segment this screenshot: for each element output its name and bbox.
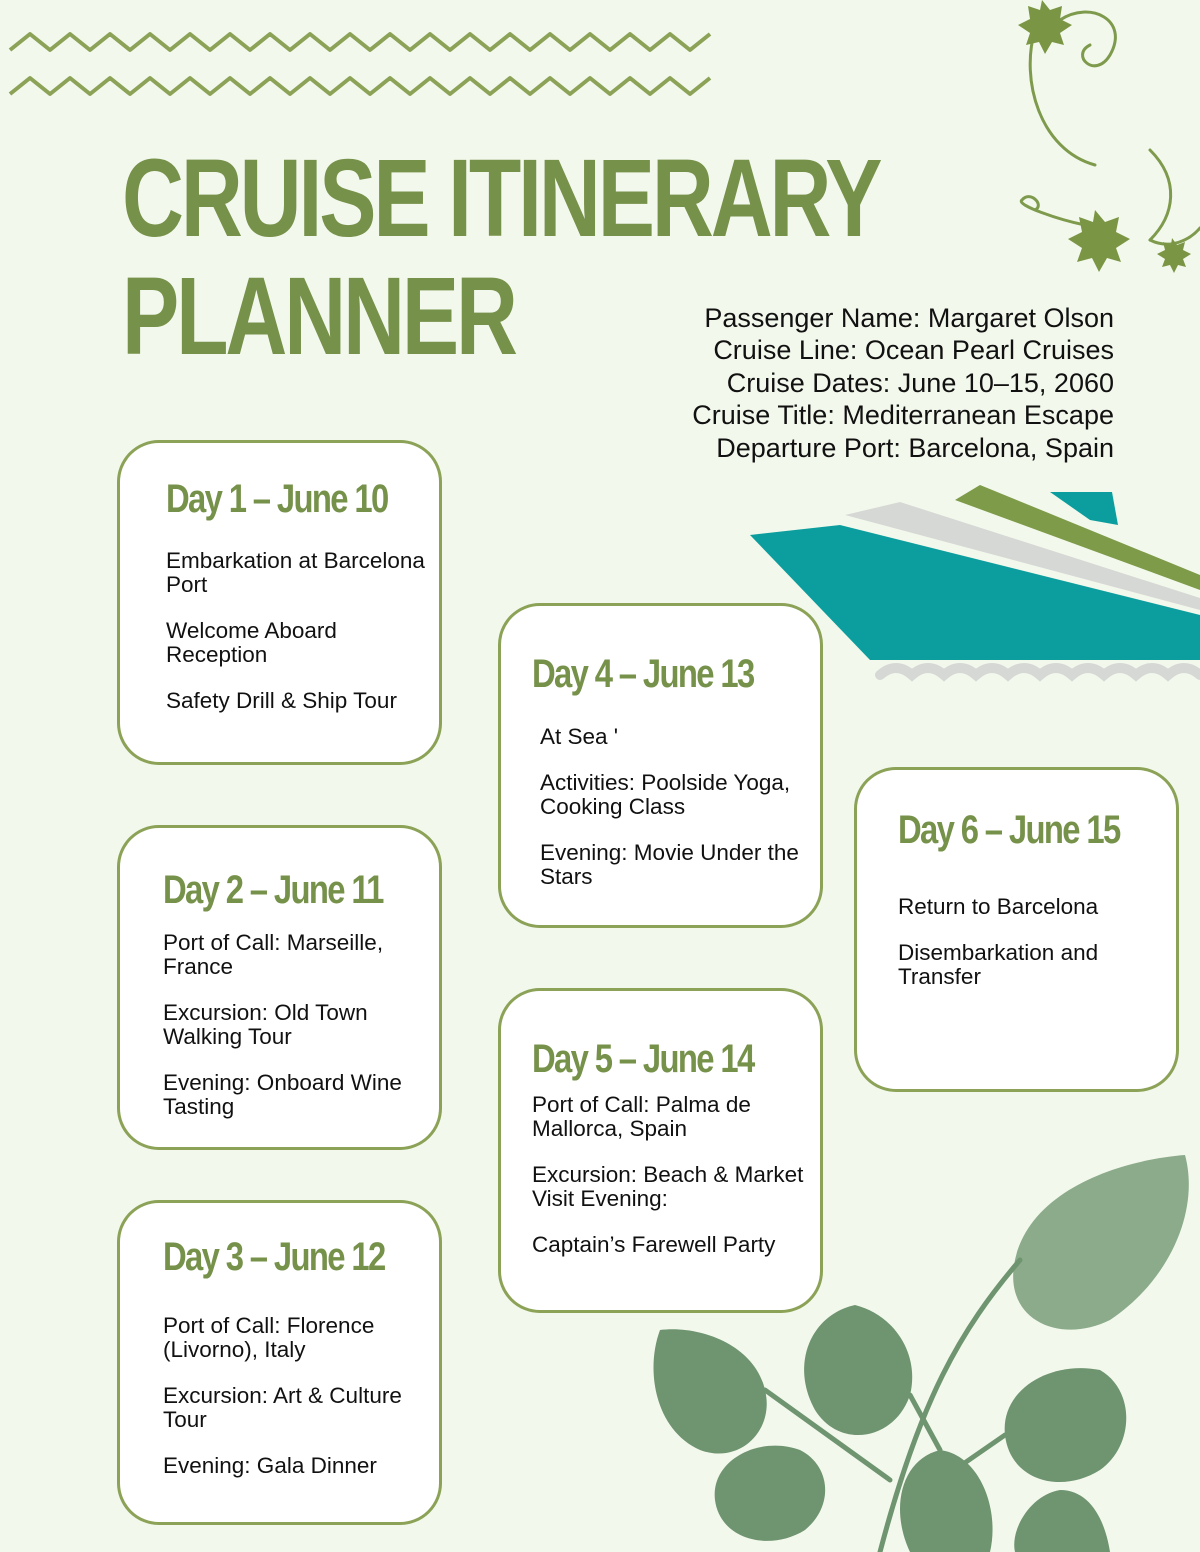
list-item: Captain’s Farewell Party [532, 1232, 776, 1257]
day-heading: Day 1 – June 10 [166, 477, 388, 521]
list-item: Evening: Gala Dinner [163, 1453, 377, 1478]
passenger-name: Passenger Name: Margaret Olson [704, 303, 1114, 333]
day-card-3 [117, 1200, 442, 1525]
day-activities [532, 1093, 807, 1279]
day-heading: Day 5 – June 14 [532, 1037, 754, 1081]
passenger-info [692, 302, 1114, 464]
day-card-5 [498, 988, 823, 1313]
list-item: Excursion: Beach & Market Visit Evening: [532, 1162, 804, 1211]
day-heading: Day 6 – June 15 [898, 808, 1120, 852]
list-item: Excursion: Art & Culture Tour [163, 1383, 402, 1432]
day-heading: Day 2 – June 11 [163, 868, 383, 912]
vine-leaf-1 [1018, 0, 1072, 54]
day-activities [540, 725, 810, 911]
list-item: Port of Call: Palma de Mallorca, Spain [532, 1092, 751, 1141]
title-line-1: CRUISE ITINERARY [122, 137, 880, 260]
cruise-title: Cruise Title: Mediterranean Escape [692, 400, 1114, 431]
day-activities [898, 895, 1168, 1011]
list-item: Port of Call: Florence (Livorno), Italy [163, 1313, 375, 1362]
list-item: Activities: Poolside Yoga, Cooking Class [540, 770, 791, 819]
day-heading: Day 3 – June 12 [163, 1235, 385, 1279]
list-item: Evening: Onboard Wine Tasting [163, 1070, 402, 1119]
title-line-2: PLANNER [122, 255, 515, 378]
day-card-2 [117, 825, 442, 1150]
day-card-4 [498, 603, 823, 928]
list-item: Safety Drill & Ship Tour [166, 688, 397, 713]
zigzag-decoration [8, 28, 712, 106]
day-activities [163, 931, 431, 1141]
vine-icon [1000, 0, 1200, 280]
departure-port: Departure Port: Barcelona, Spain [716, 432, 1114, 463]
cruise-dates: Cruise Dates: June 10–15, 2060 [726, 367, 1114, 398]
cruise-line: Cruise Line: Ocean Pearl Cruises [713, 335, 1114, 366]
list-item: Welcome Aboard Reception [166, 618, 337, 667]
day-heading: Day 4 – June 13 [532, 652, 754, 696]
vine-leaf-2 [1068, 210, 1130, 272]
list-item: Embarkation at Barcelona Port [166, 548, 425, 597]
list-item: Disembarkation and Transfer [898, 940, 1099, 989]
list-item: Port of Call: Marseille, France [163, 930, 384, 979]
list-item: Excursion: Old Town Walking Tour [163, 1000, 368, 1049]
list-item: Return to Barcelona [898, 894, 1099, 919]
list-item: Evening: Movie Under the Stars [540, 840, 799, 889]
list-item: At Sea ' [540, 724, 619, 749]
day-activities [166, 549, 434, 735]
day-card-1 [117, 440, 442, 765]
day-card-6 [854, 767, 1179, 1092]
day-activities [163, 1314, 431, 1500]
